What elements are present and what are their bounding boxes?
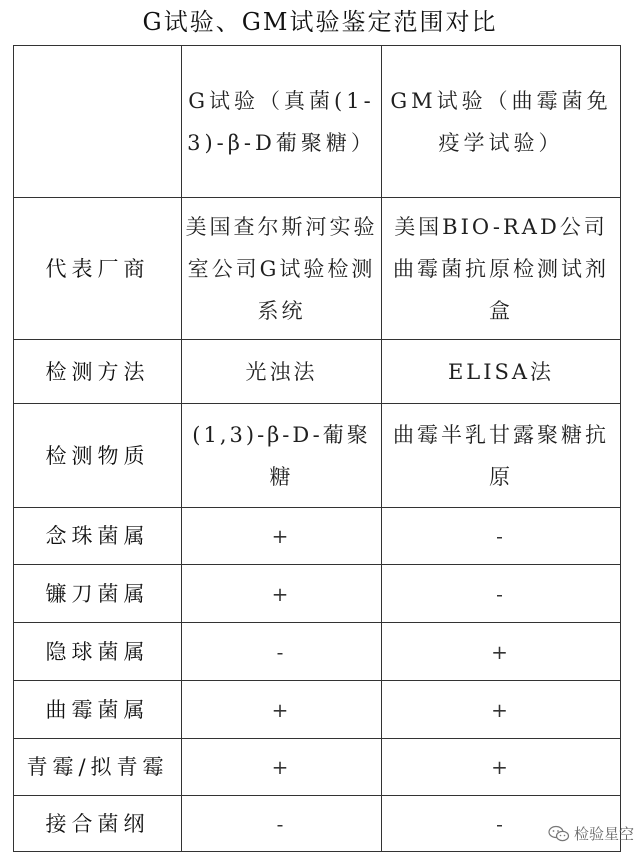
gm-cell: - — [382, 508, 621, 565]
table-row — [14, 796, 621, 852]
table-row — [14, 404, 621, 508]
header-row — [14, 46, 621, 198]
wechat-icon — [548, 825, 570, 843]
gm-cell: 美国BIO-RAD公司曲霉菌抗原检测试剂盒 — [382, 198, 621, 340]
table-row — [14, 739, 621, 796]
page-title: G试验、GM试验鉴定范围对比 — [142, 8, 498, 36]
g-cell: (1,3)-β-D-葡聚糖 — [182, 404, 382, 508]
header-g-test: G试验（真菌(1-3)-β-D葡聚糖） — [182, 46, 382, 198]
gm-cell: - — [382, 796, 621, 852]
table-row — [14, 565, 621, 623]
g-cell: 光浊法 — [182, 340, 382, 404]
gm-cell: + — [382, 739, 621, 796]
table-row — [14, 198, 621, 340]
row-label: 接合菌纲 — [14, 796, 182, 852]
g-cell: + — [182, 739, 382, 796]
table-row — [14, 623, 621, 681]
watermark — [548, 823, 634, 844]
g-cell: + — [182, 508, 382, 565]
row-label: 隐球菌属 — [14, 623, 182, 681]
table-row — [14, 340, 621, 404]
table-row — [14, 508, 621, 565]
gm-cell: 曲霉半乳甘露聚糖抗原 — [382, 404, 621, 508]
row-label: 念珠菌属 — [14, 508, 182, 565]
table-row — [14, 681, 621, 739]
watermark-text: 检验星空 — [573, 825, 634, 843]
header-gm-test: GM试验（曲霉菌免疫学试验） — [382, 46, 621, 198]
row-label: 代表厂商 — [14, 198, 182, 340]
row-label: 青霉/拟青霉 — [14, 739, 182, 796]
row-label: 检测方法 — [14, 340, 182, 404]
g-cell: - — [182, 796, 382, 852]
row-label: 检测物质 — [14, 404, 182, 508]
g-cell: + — [182, 565, 382, 623]
corner-cell — [14, 46, 182, 198]
g-cell: 美国查尔斯河实验室公司G试验检测系统 — [182, 198, 382, 340]
gm-cell: ELISA法 — [382, 340, 621, 404]
row-label: 镰刀菌属 — [14, 565, 182, 623]
comparison-table — [13, 45, 621, 852]
g-cell: + — [182, 681, 382, 739]
gm-cell: + — [382, 681, 621, 739]
gm-cell: - — [382, 565, 621, 623]
gm-cell: + — [382, 623, 621, 681]
g-cell: - — [182, 623, 382, 681]
row-label: 曲霉菌属 — [14, 681, 182, 739]
